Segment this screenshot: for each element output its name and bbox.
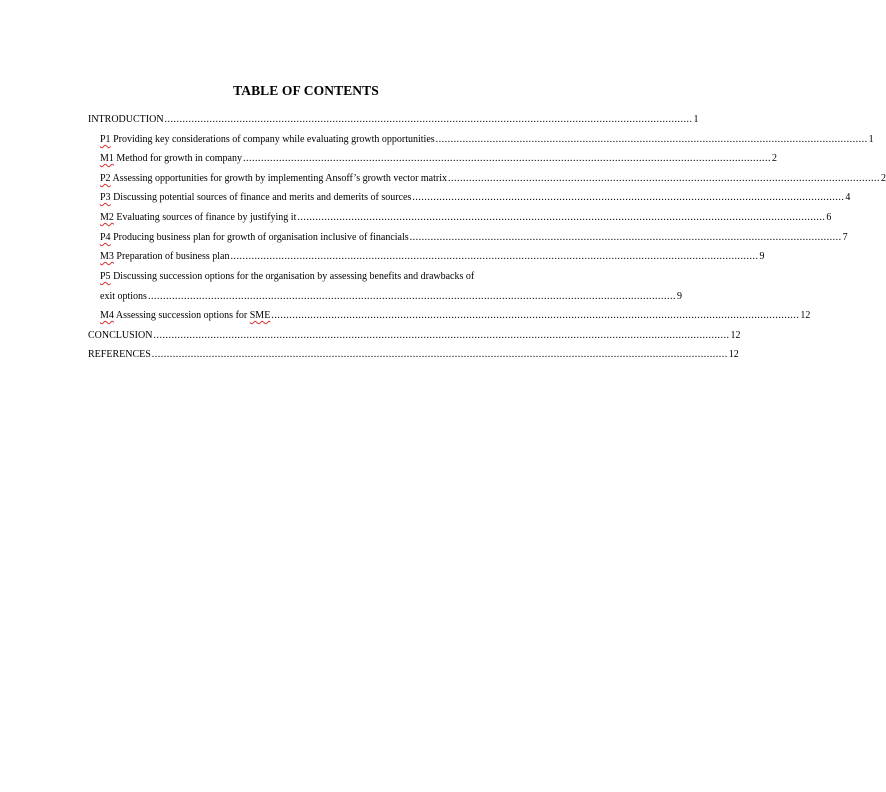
toc-entry-label: Assessing succession options for: [113, 310, 250, 321]
toc-entry-code: P5: [100, 271, 111, 282]
toc-entry-m3[interactable]: [100, 250, 765, 263]
toc-entry-m2[interactable]: [100, 211, 832, 224]
toc-entry-code: M3: [100, 251, 114, 262]
toc-entry-label: REFERENCES: [88, 349, 151, 360]
dot-leader: ................................................................................................................................................................................: [164, 114, 693, 125]
toc-entry-code: M4: [100, 310, 114, 321]
toc-entry-label: Discussing potential sources of finance and merits and demerits of sources: [110, 192, 412, 203]
toc-page-number: 1: [693, 114, 699, 125]
toc-page-number: 4: [845, 192, 851, 203]
dot-leader: ................................................................................................................................................................................: [242, 153, 771, 164]
toc-entry-label: Providing key considerations of company while evaluating growth opportunities: [110, 134, 435, 145]
dot-leader: ................................................................................................................................................................................: [271, 310, 800, 321]
dot-leader: ................................................................................................................................................................................: [147, 291, 676, 302]
toc-page-number: 7: [842, 232, 848, 243]
toc-entry-code: M1: [100, 153, 114, 164]
dot-leader: ................................................................................................................................................................................: [297, 212, 826, 223]
toc-entry-label: Evaluating sources of finance by justifying it: [113, 212, 297, 223]
toc-entry-code: P4: [100, 232, 111, 243]
toc-page-number: 9: [676, 291, 682, 302]
toc-page-number: 2: [771, 153, 777, 164]
dot-leader: ................................................................................................................................................................................: [230, 251, 759, 262]
toc-page-number: 2: [881, 173, 886, 184]
toc-page-number: 9: [759, 251, 765, 262]
toc-entry-references[interactable]: [88, 348, 739, 361]
toc-entry-code: M2: [100, 212, 114, 223]
toc-entry-code: P3: [100, 192, 111, 203]
dot-leader: ................................................................................................................................................................................................: [151, 349, 728, 360]
toc-title: TABLE OF CONTENTS: [233, 83, 379, 98]
toc-page-number: 6: [826, 212, 832, 223]
toc-entry-m4[interactable]: [100, 309, 811, 322]
dot-leader: ................................................................................................................................................: [412, 192, 845, 203]
toc-entry-p5[interactable]: [100, 270, 474, 283]
toc-entry-label: Producing business plan for growth of organisation inclusive of financials: [110, 232, 409, 243]
toc-entry-code: P1: [100, 134, 111, 145]
toc-page-number: 12: [800, 310, 811, 321]
toc-entry-code: P2: [100, 173, 111, 184]
toc-entry-p1[interactable]: [100, 133, 874, 146]
toc-entry-label: INTRODUCTION: [88, 114, 164, 125]
toc-page-number: 12: [730, 330, 741, 341]
toc-entry-label: Discussing succession options for the organisation by assessing benefits and drawbacks of: [110, 271, 475, 282]
toc-entry-label: Preparation of business plan: [113, 251, 230, 262]
dot-leader: ................................................................................................................................................: [435, 134, 868, 145]
toc-entry-conclusion[interactable]: [88, 329, 741, 342]
dot-leader: ................................................................................................................................................: [409, 232, 842, 243]
toc-entry-label: exit options: [100, 291, 147, 302]
dot-leader: ................................................................................................................................................................................................: [153, 330, 730, 341]
toc-entry-label: CONCLUSION: [88, 330, 153, 341]
toc-entry-p2[interactable]: [100, 172, 886, 185]
toc-entry-label: Assessing opportunities for growth by implementing Ansoff’s growth vector matrix: [110, 173, 448, 184]
toc-entry-p5-continuation[interactable]: [100, 290, 682, 303]
toc-page-number: 1: [868, 134, 874, 145]
toc-entry-label: Method for growth in company: [113, 153, 242, 164]
toc-entry-p4[interactable]: [100, 231, 848, 244]
toc-page-number: 12: [728, 349, 739, 360]
dot-leader: ................................................................................................................................................: [448, 173, 881, 184]
toc-entry-introduction[interactable]: [88, 113, 699, 126]
toc-entry-label-sme: SME: [249, 310, 271, 321]
toc-entry-p3[interactable]: [100, 191, 851, 204]
toc-entry-m1[interactable]: [100, 152, 777, 165]
